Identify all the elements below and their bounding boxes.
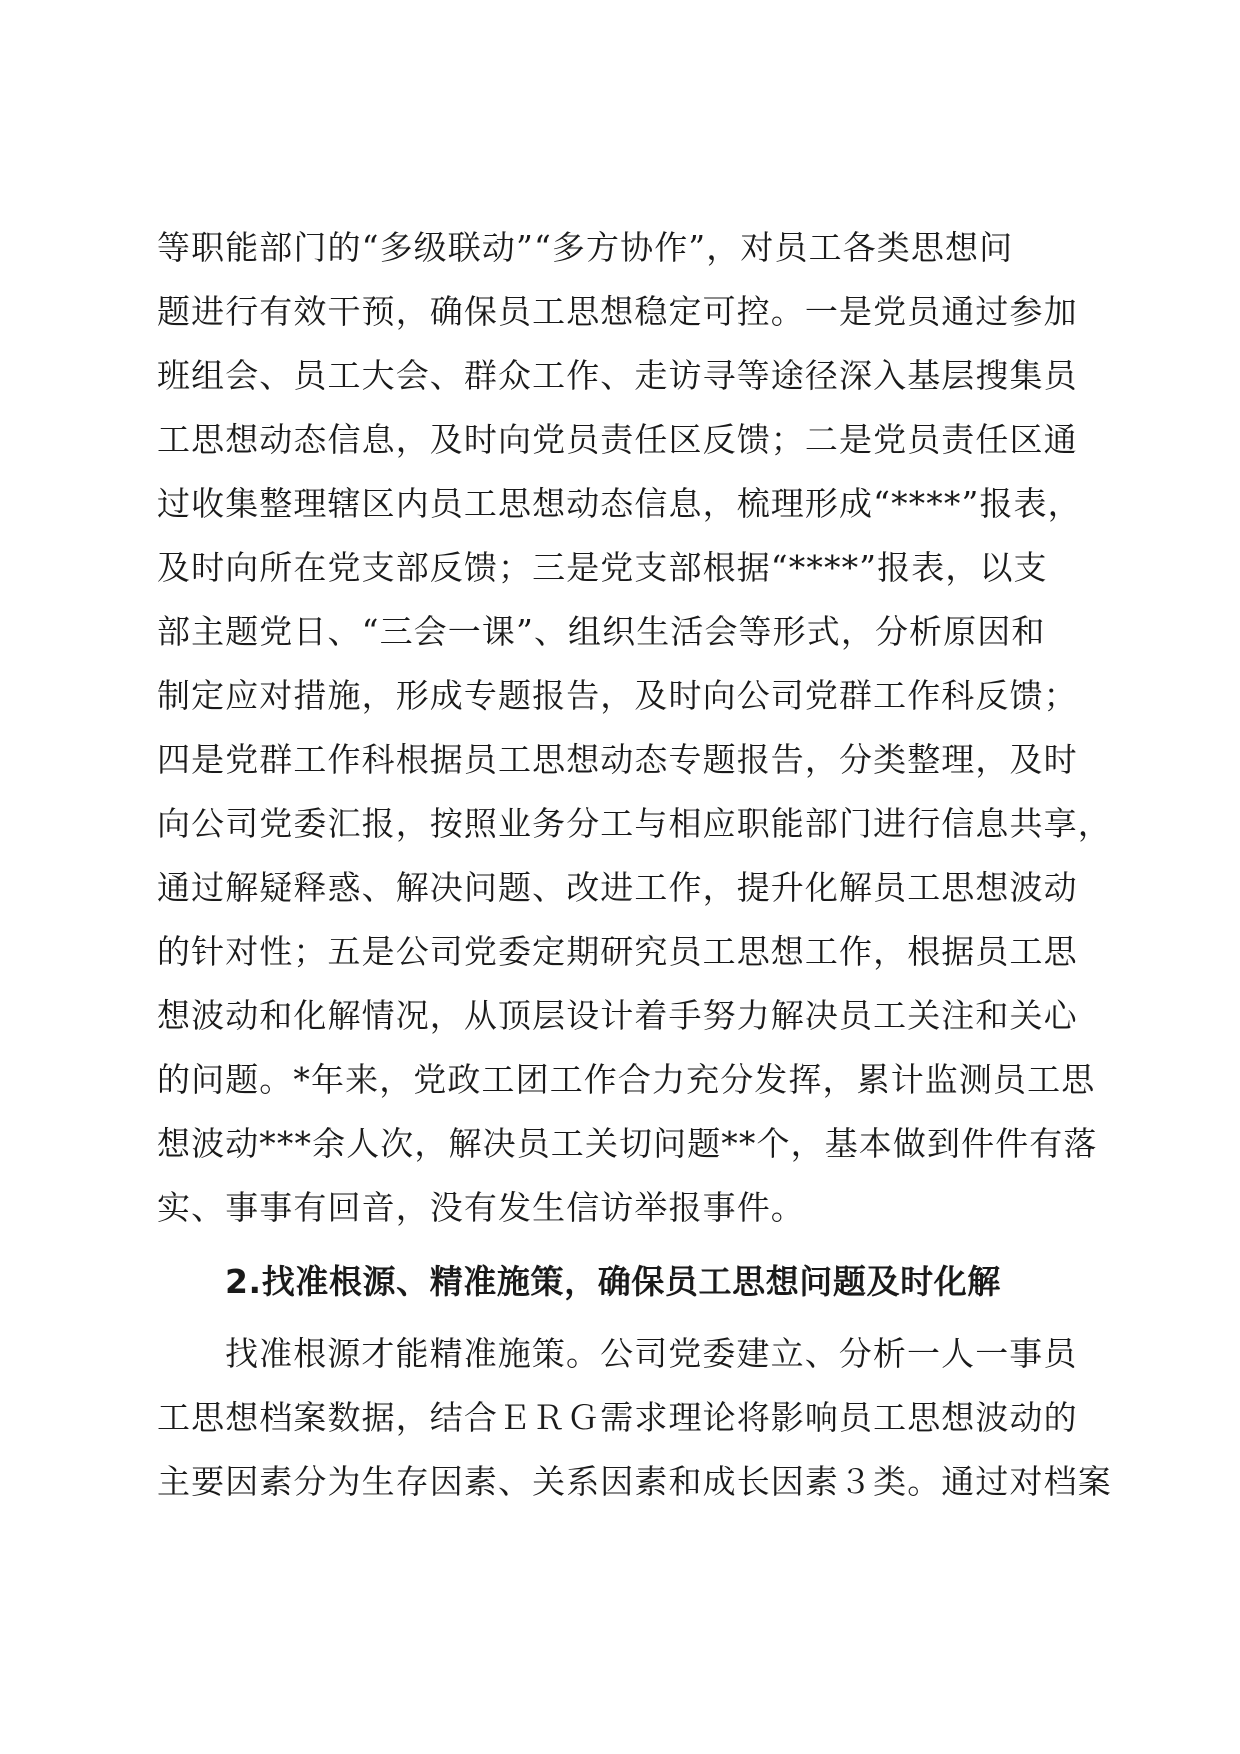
body-text-line: 向公司党委汇报，按照业务分工与相应职能部门进行信息共享， bbox=[157, 804, 1112, 843]
body-text-line: 制定应对措施，形成专题报告，及时向公司党群工作科反馈； bbox=[157, 676, 1078, 715]
body-text-line: 题进行有效干预，确保员工思想稳定可控。一是党员通过参加 bbox=[157, 292, 1078, 331]
body-text-line: 想波动***余人次，解决员工关切问题**个，基本做到件件有落 bbox=[157, 1124, 1098, 1163]
body-text-line: 想波动和化解情况，从顶层设计着手努力解决员工关注和关心 bbox=[157, 996, 1078, 1035]
body-text-line: 主要因素分为生存因素、关系因素和成长因素３类。通过对档案 bbox=[157, 1462, 1112, 1501]
body-text-line: 班组会、员工大会、群众工作、走访寻等途径深入基层搜集员 bbox=[157, 356, 1078, 395]
body-text-line: 的针对性；五是公司党委定期研究员工思想工作，根据员工思 bbox=[157, 932, 1078, 971]
body-text-line: 的问题。*年来，党政工团工作合力充分发挥，累计监测员工思 bbox=[157, 1060, 1096, 1099]
body-text-line: 四是党群工作科根据员工思想动态专题报告，分类整理，及时 bbox=[157, 740, 1078, 779]
body-text-line: 及时向所在党支部反馈；三是党支部根据“****”报表，以支 bbox=[157, 548, 1048, 587]
body-text-line: 通过解疑释惑、解决问题、改进工作，提升化解员工思想波动 bbox=[157, 868, 1078, 907]
section-heading: 2.找准根源、精准施策，确保员工思想问题及时化解 bbox=[225, 1262, 1001, 1301]
body-text-line: 等职能部门的“多级联动”“多方协作”，对员工各类思想问 bbox=[157, 228, 1014, 267]
body-text-line: 实、事事有回音，没有发生信访举报事件。 bbox=[157, 1188, 805, 1227]
body-text-line: 过收集整理辖区内员工思想动态信息，梳理形成“****”报表， bbox=[157, 484, 1082, 523]
body-text-line: 工思想动态信息，及时向党员责任区反馈；二是党员责任区通 bbox=[157, 420, 1078, 459]
body-text-line: 工思想档案数据，结合ＥＲＧ需求理论将影响员工思想波动的 bbox=[157, 1398, 1078, 1437]
body-text-line: 部主题党日、“三会一课”、组织生活会等形式，分析原因和 bbox=[157, 612, 1046, 651]
body-text-line: 找准根源才能精准施策。公司党委建立、分析一人一事员 bbox=[225, 1334, 1078, 1373]
